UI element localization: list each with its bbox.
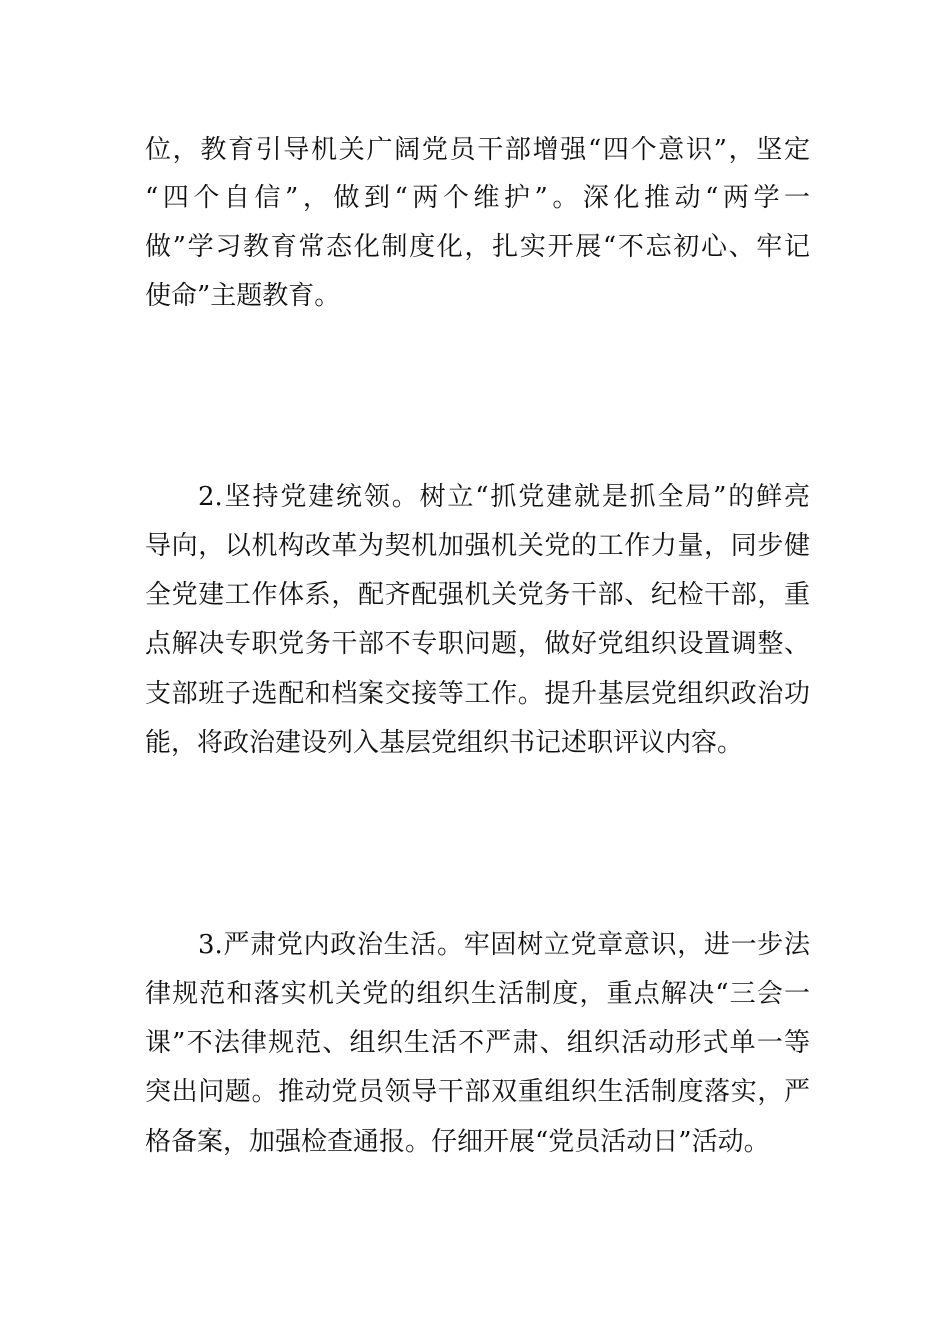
paragraph-3-line-2: 律规范和落实机关党的组织生活制度，重点解决“三会一 — [145, 979, 810, 1009]
paragraph-2-line-4: 点解决专职党务干部不专职问题，做好党组织设置调整、 — [145, 629, 810, 659]
paragraph-2-line-3: 全党建工作体系，配齐配强机关党务干部、纪检干部，重 — [145, 580, 810, 610]
paragraph-1-line-3: 做”学习教育常态化制度化，扎实开展“不忘初心、牢记 — [145, 232, 810, 262]
paragraph-2-line-1: 2.坚持党建统领。树立“抓党建就是抓全局”的鲜亮 — [198, 482, 810, 512]
paragraph-3-line-5: 格备案，加强检查通报。仔细开展“党员活动日”活动。 — [145, 1127, 770, 1157]
paragraph-1-line-1: 位，教育引导机关广阔党员干部增强“四个意识”，坚定 — [145, 135, 810, 165]
paragraph-2-line-6: 能，将政治建设列入基层党组织书记述职评议内容。 — [145, 728, 744, 758]
paragraph-3-line-1: 3.严肃党内政治生活。牢固树立党章意识，进一步法 — [198, 930, 810, 960]
paragraph-3-line-3: 课”不法律规范、组织生活不严肃、组织活动形式单一等 — [145, 1028, 810, 1058]
paragraph-1-line-2: “四个自信”，做到“两个维护”。深化推动“两学一 — [145, 183, 810, 213]
paragraph-2-line-2: 导向，以机构改革为契机加强机关党的工作力量，同步健 — [145, 531, 810, 561]
paragraph-1-line-4: 使命”主题教育。 — [145, 281, 341, 311]
paragraph-3-line-4: 突出问题。推动党员领导干部双重组织生活制度落实，严 — [145, 1077, 810, 1107]
paragraph-2-line-5: 支部班子选配和档案交接等工作。提升基层党组织政治功 — [145, 679, 810, 709]
